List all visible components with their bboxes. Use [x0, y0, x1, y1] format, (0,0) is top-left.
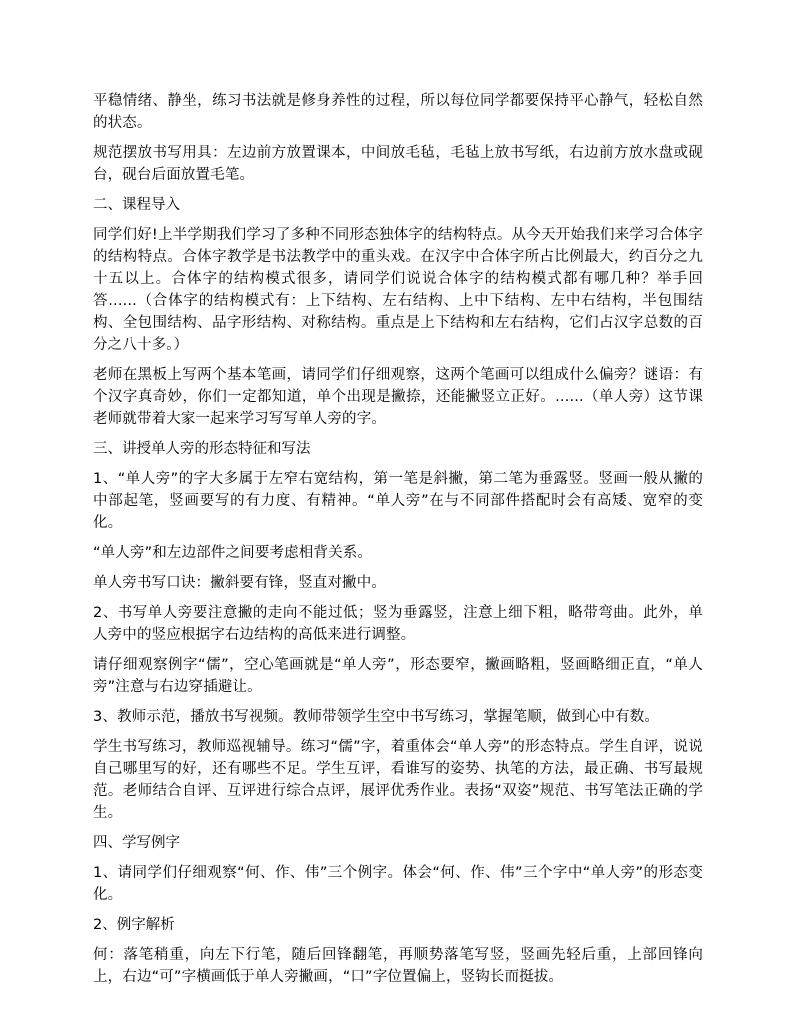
paragraph-calm-posture: 平稳情绪、静坐，练习书法就是修身养性的过程，所以每位同学都要保持平心静气，轻松自然的状态。 [93, 93, 703, 131]
paragraph-compound-structure: 同学们好!上半学期我们学习了多种不同形态独体字的结构特点。从今天开始我们来学习合体字的结构特点。合体字教学是书法教学中的重头戏。在汉字中合体字所占比例最大，约百分之九十五以上。合体字的结构模式很多，请同学们说说合体字的结构模式都有哪几种？举手回答......（合体字的结构模式有：上下结构、左右结构、上中下结构、左中右结构，半包围结构、全包围结构、品字形结构、对称结构。重点是上下结构和左右结构，它们占汉字总数的百分之八十多。） [93, 227, 703, 353]
paragraph-example-ru: 请仔细观察例字“儒”，空心笔画就是“单人旁”，形态要窄，撇画略粗，竖画略细正直，“单人旁”注意与右边穿插避让。 [93, 657, 703, 695]
paragraph-mnemonic: 单人旁书写口诀：撇斜要有锋，竖直对撇中。 [93, 575, 386, 591]
section-heading-examples: 四、学写例字 [93, 835, 180, 851]
paragraph-stroke-direction: 2、书写单人旁要注意撇的走向不能过低；竖为垂露竖，注意上细下粗，略带弯曲。此外，单人旁中的竖应根据字右边结构的高低来进行调整。 [93, 605, 703, 643]
section-heading-course-intro: 二、课程导入 [93, 197, 180, 213]
paragraph-radical-features: 1、“单人旁”的字大多属于左窄右宽结构，第一笔是斜撇，第二笔为垂露竖。竖画一般从撇的中部起笔，竖画要写的有力度、有精神。“单人旁”在与不同部件搭配时会有高矮、宽窄的变化。 [93, 471, 703, 531]
paragraph-demonstration: 3、教师示范，播放书写视频。教师带领学生空中书写练习，掌握笔顺，做到心中有数。 [93, 709, 660, 725]
subheading-example-analysis: 2、例字解析 [93, 917, 175, 933]
paragraph-relation: “单人旁”和左边部件之间要考虑相背关系。 [93, 545, 373, 561]
section-heading-teaching: 三、讲授单人旁的形态特征和写法 [93, 441, 311, 457]
paragraph-he-analysis: 何：落笔稍重，向左下行笔，随后回锋翻笔，再顺势落笔写竖，竖画先轻后重，上部回锋向上，右边“可”字横画低于单人旁撇画，“口”字位置偏上，竖钩长而挺拔。 [93, 947, 703, 985]
paragraph-riddle: 老师在黑板上写两个基本笔画，请同学们仔细观察，这两个笔画可以组成什么偏旁？谜语：有个汉字真奇妙，你们一定都知道，单个出现是撇捺，还能撇竖立正好。......（单人旁）这节课老师就带着大家一起来学习写写单人旁的字。 [93, 367, 703, 427]
paragraph-tools-arrangement: 规范摆放书写用具：左边前方放置课本，中间放毛毡，毛毡上放书写纸，右边前方放水盘或砚台，砚台后面放置毛笔。 [93, 145, 703, 183]
document-page [93, 90, 703, 996]
paragraph-practice: 学生书写练习，教师巡视辅导。练习“儒”字，着重体会“单人旁”的形态特点。学生自评，说说自己哪里写的好，还有哪些不足。学生互评，看谁写的姿势、执笔的方法，最正确、书写最规范。老师结合自评、互评进行综合点评，展评优秀作业。表扬“双姿”规范、书写笔法正确的学生。 [93, 739, 703, 821]
paragraph-observe-examples: 1、请同学们仔细观察“何、作、伟”三个例字。体会“何、作、伟”三个字中“单人旁”的形态变化。 [93, 865, 703, 903]
